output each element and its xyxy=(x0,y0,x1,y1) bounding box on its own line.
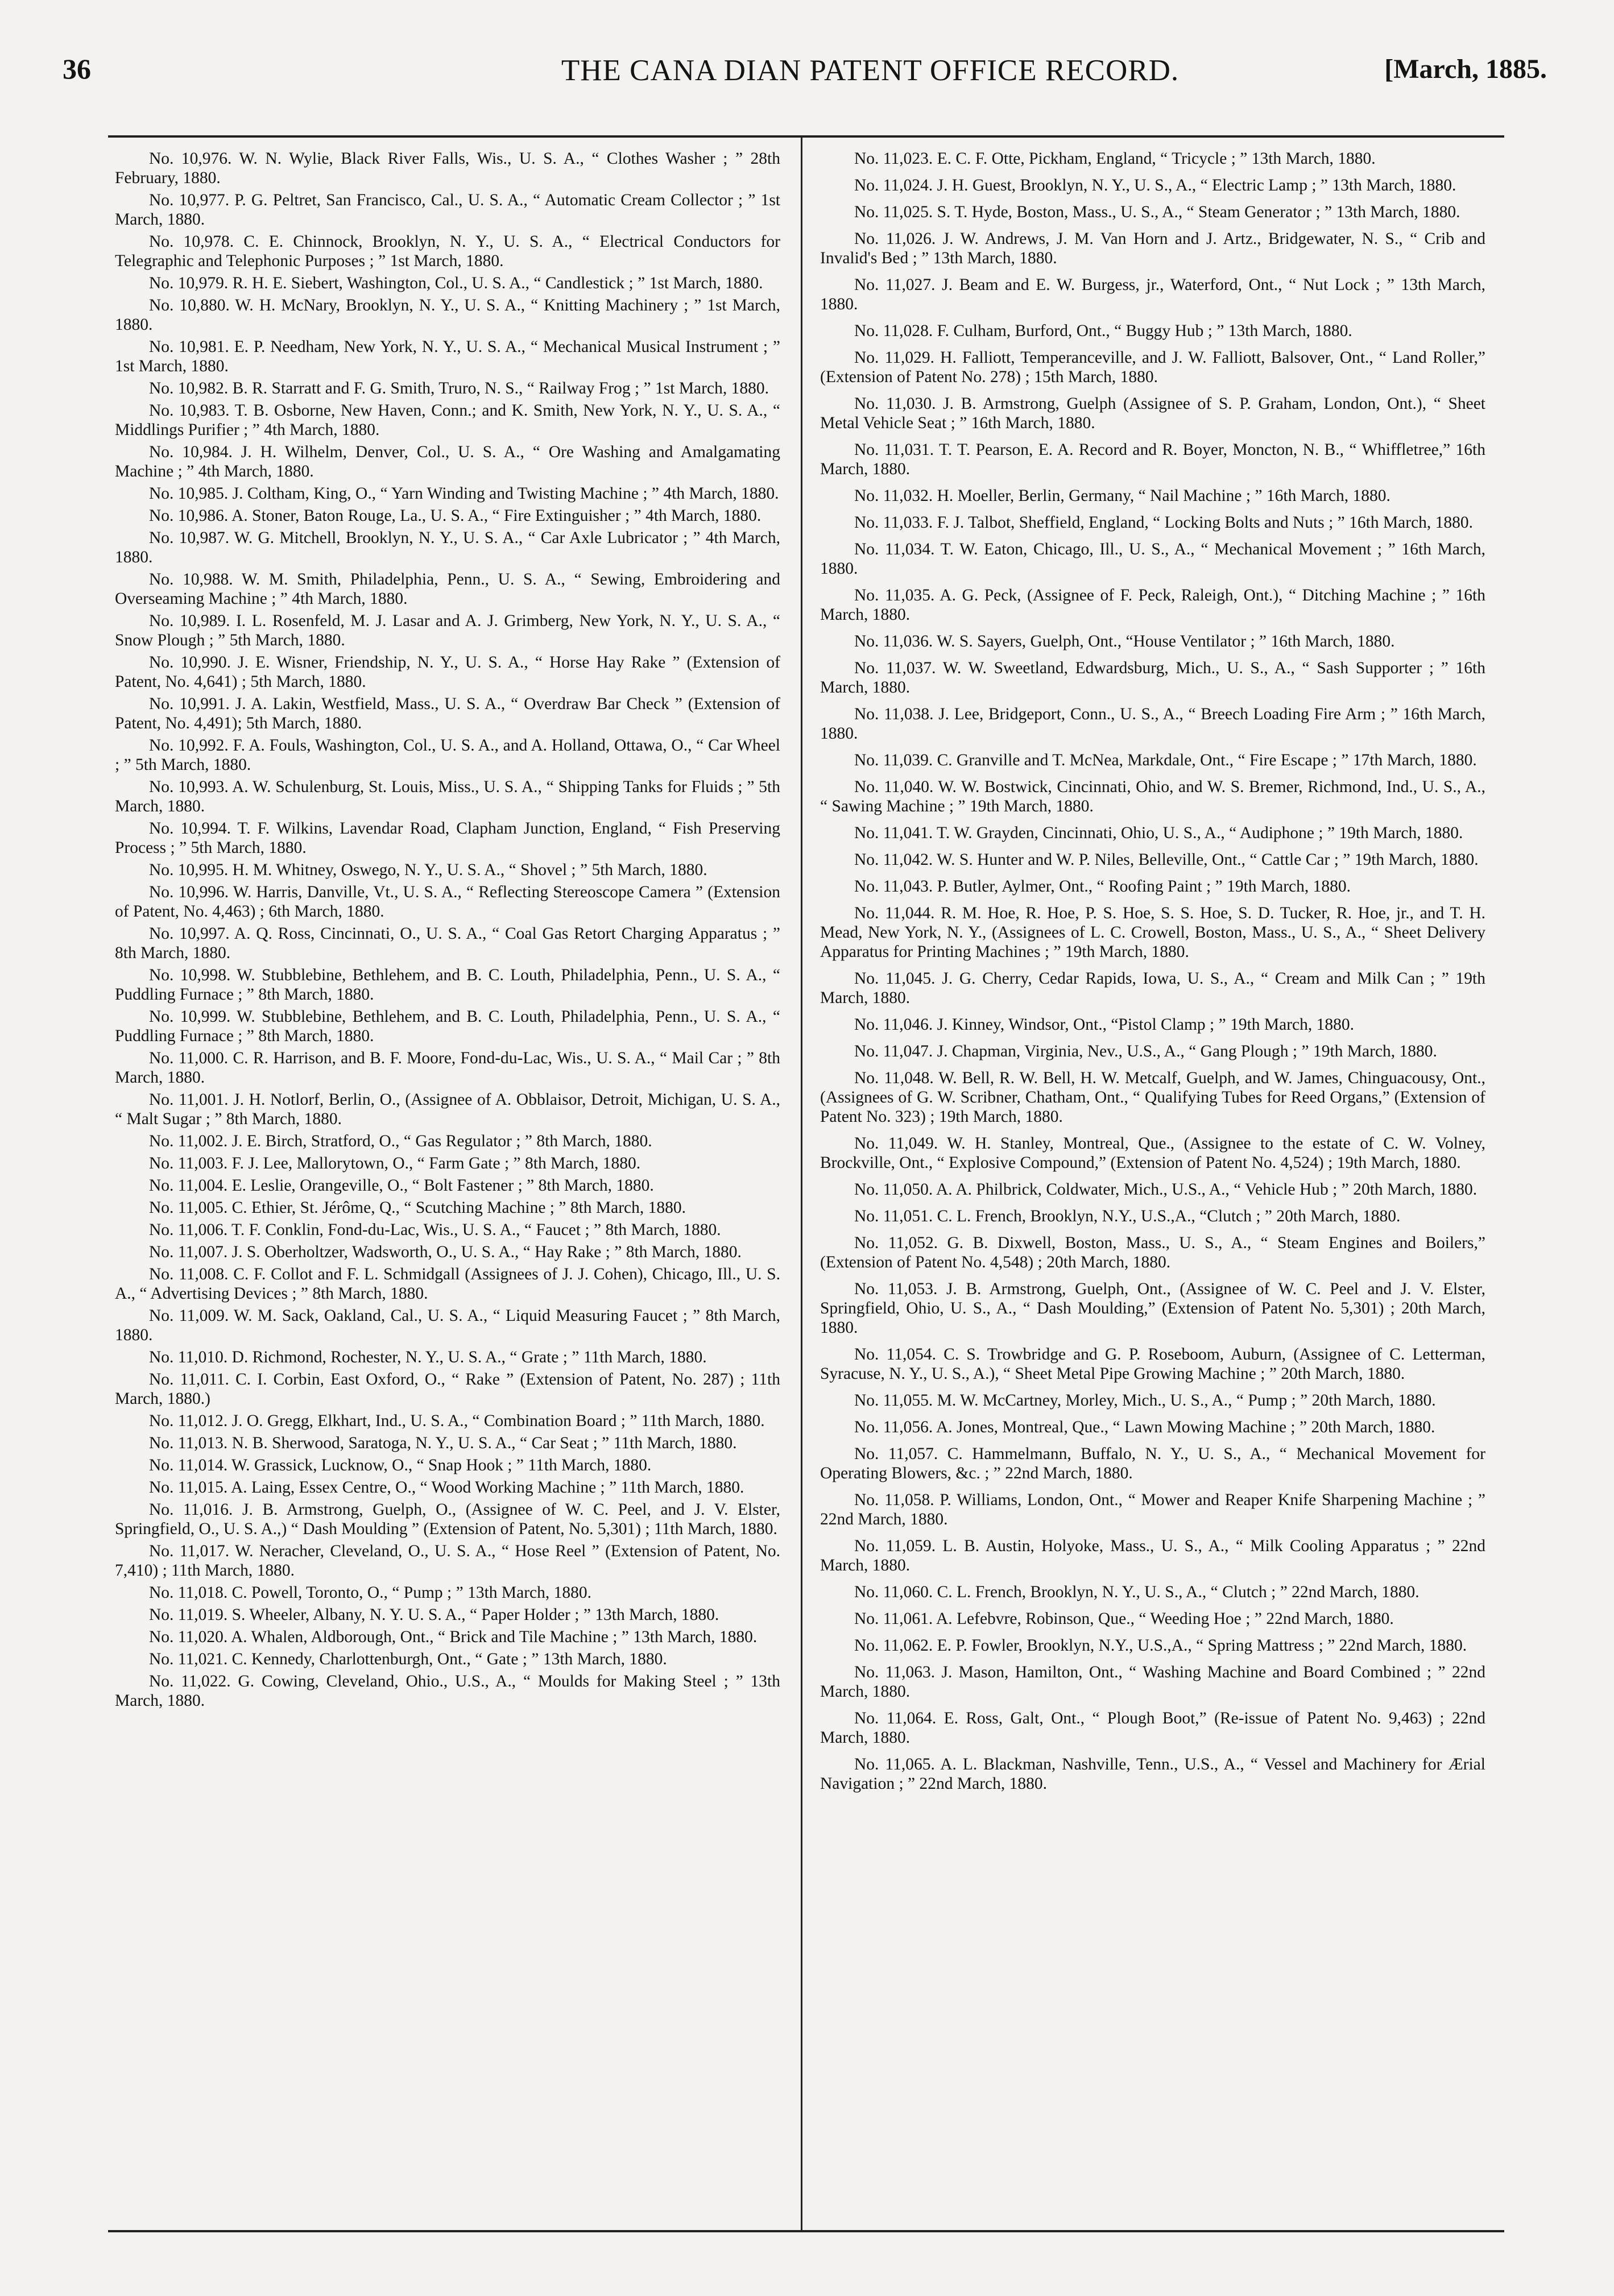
patent-entry: No. 11,033. F. J. Talbot, Sheffield, England, “ Locking Bolts and Nuts ; ” 16th March, 1880. xyxy=(854,513,1474,532)
patent-entry: No. 10,976. W. N. Wylie, Black River Falls, Wis., U. S. A., “ Clothes Washer ; ” 28th February, 1880. xyxy=(115,150,780,187)
patent-entry: No. 11,047. J. Chapman, Virginia, Nev., U.S., A., “ Gang Plough ; ” 19th March, 1880. xyxy=(854,1042,1437,1060)
patent-entry: No. 11,012. J. O. Gregg, Elkhart, Ind., U. S. A., “ Combination Board ; ” 11th March, 1880. xyxy=(149,1412,765,1430)
patent-entry: No. 10,981. E. P. Needham, New York, N. Y., U. S. A., “ Mechanical Musical Instrument ; ” 1st March, 1880. xyxy=(115,338,780,375)
patent-entry: No. 11,029. H. Falliott, Temperanceville, and J. W. Falliott, Balsover, Ont., “ Land Roller,” (Extension of Patent No. 278) ; 15th March, 1880. xyxy=(820,349,1485,386)
patent-entry: No. 11,042. W. S. Hunter and W. P. Niles, Belleville, Ont., “ Cattle Car ; ” 19th March, 1880. xyxy=(854,851,1479,869)
patent-entry: No. 11,003. F. J. Lee, Mallorytown, O., “ Farm Gate ; ” 8th March, 1880. xyxy=(149,1154,641,1172)
patent-entry: No. 11,057. C. Hammelmann, Buffalo, N. Y., U. S., A., “ Mechanical Movement for Operating Blowers, &c. ; ” 22nd March, 1880. xyxy=(820,1445,1485,1482)
patent-entry: No. 10,987. W. G. Mitchell, Brooklyn, N. Y., U. S. A., “ Car Axle Lubricator ; ” 4th March, 1880. xyxy=(115,529,780,566)
patent-entry: No. 11,051. C. L. French, Brooklyn, N.Y., U.S.,A., “Clutch ; ” 20th March, 1880. xyxy=(854,1207,1401,1225)
patent-entry: No. 10,991. J. A. Lakin, Westfield, Mass., U. S. A., “ Overdraw Bar Check ” (Extension of Patent, No. 4,491); 5th March, 1880. xyxy=(115,695,780,732)
patent-entry: No. 10,977. P. G. Peltret, San Francisco, Cal., U. S. A., “ Automatic Cream Collector ; ” 1st March, 1880. xyxy=(115,191,780,229)
patent-entry: No. 10,999. W. Stubblebine, Bethlehem, and B. C. Louth, Philadelphia, Penn., U. S. A., “ Puddling Furnace ; ” 8th March, 1880. xyxy=(115,1008,780,1045)
patent-entry: No. 11,015. A. Laing, Essex Centre, O., “ Wood Working Machine ; ” 11th March, 1880. xyxy=(149,1478,744,1497)
patent-entry: No. 10,985. J. Coltham, King, O., “ Yarn Winding and Twisting Machine ; ” 4th March, 1880. xyxy=(149,484,779,503)
patent-entry: No. 11,019. S. Wheeler, Albany, N. Y. U. S. A., “ Paper Holder ; ” 13th March, 1880. xyxy=(149,1606,719,1624)
patent-entry: No. 11,052. G. B. Dixwell, Boston, Mass., U. S., A., “ Steam Engines and Boilers,” (Extension of Patent No. 4,548) ; 20th March, 1880. xyxy=(820,1234,1485,1271)
patent-entry: No. 11,028. F. Culham, Burford, Ont., “ Buggy Hub ; ” 13th March, 1880. xyxy=(854,322,1352,340)
patent-entry: No. 11,014. W. Grassick, Lucknow, O., “ Snap Hook ; ” 11th March, 1880. xyxy=(149,1456,652,1474)
patent-entry: No. 11,056. A. Jones, Montreal, Que., “ Lawn Mowing Machine ; ” 20th March, 1880. xyxy=(854,1418,1435,1436)
patent-entry: No. 11,054. C. S. Trowbridge and G. P. Roseboom, Auburn, (Assignee of C. Letterman, Syracuse, N. Y., U. S., A.), “ Sheet Metal Pipe Growing Machine ; ” 20th March, 1880. xyxy=(820,1345,1485,1383)
patent-entry: No. 10,988. W. M. Smith, Philadelphia, Penn., U. S. A., “ Sewing, Embroidering and Overseaming Machine ; ” 4th March, 1880. xyxy=(115,570,780,608)
patent-entry: No. 11,004. E. Leslie, Orangeville, O., “ Bolt Fastener ; ” 8th March, 1880. xyxy=(149,1176,654,1195)
patent-entry: No. 11,048. W. Bell, R. W. Bell, H. W. Metcalf, Guelph, and W. James, Chinguacousy, Ont., (Assignees of G. W. Scribner, Chatham, Ont., “ Qualifying Tubes for Reed Organs,” (Extension of Patent No. 323) ; 19th March, 1880. xyxy=(820,1069,1485,1126)
patent-entry: No. 10,993. A. W. Schulenburg, St. Louis, Miss., U. S. A., “ Shipping Tanks for Fluids ; ” 5th March, 1880. xyxy=(115,778,780,815)
patent-entry: No. 11,062. E. P. Fowler, Brooklyn, N.Y., U.S.,A., “ Spring Mattress ; ” 22nd March, 1880. xyxy=(854,1636,1467,1655)
patent-entry: No. 11,043. P. Butler, Aylmer, Ont., “ Roofing Paint ; ” 19th March, 1880. xyxy=(854,877,1351,896)
patent-entry: No. 11,013. N. B. Sherwood, Saratoga, N. Y., U. S. A., “ Car Seat ; ” 11th March, 1880. xyxy=(149,1434,737,1452)
patent-entry: No. 11,061. A. Lefebvre, Robinson, Que., “ Weeding Hoe ; ” 22nd March, 1880. xyxy=(854,1610,1394,1628)
patent-entry: No. 11,032. H. Moeller, Berlin, Germany, “ Nail Machine ; ” 16th March, 1880. xyxy=(854,487,1390,505)
patent-entry: No. 10,992. F. A. Fouls, Washington, Col., U. S. A., and A. Holland, Ottawa, O., “ Car Wheel ; ” 5th March, 1880. xyxy=(115,736,780,774)
patent-entry: No. 11,039. C. Granville and T. McNea, Markdale, Ont., “ Fire Escape ; ” 17th March, 1880. xyxy=(854,751,1477,769)
patent-entry: No. 11,025. S. T. Hyde, Boston, Mass., U. S., A., “ Steam Generator ; ” 13th March, 1880. xyxy=(854,203,1460,221)
patent-entry: No. 11,058. P. Williams, London, Ont., “ Mower and Reaper Knife Sharpening Machine ; ” 22nd March, 1880. xyxy=(820,1491,1485,1528)
patent-entry: No. 11,037. W. W. Sweetland, Edwardsburg, Mich., U. S., A., “ Sash Supporter ; ” 16th March, 1880. xyxy=(820,659,1485,697)
patent-entry: No. 11,021. C. Kennedy, Charlottenburgh, Ont., “ Gate ; ” 13th March, 1880. xyxy=(149,1650,667,1668)
patent-entry: No. 11,065. A. L. Blackman, Nashville, Tenn., U.S., A., “ Vessel and Machinery for Ærial Navigation ; ” 22nd March, 1880. xyxy=(820,1755,1485,1793)
patent-entry: No. 11,007. J. S. Oberholtzer, Wadsworth, O., U. S. A., “ Hay Rake ; ” 8th March, 1880. xyxy=(149,1243,742,1261)
patent-entry: No. 10,995. H. M. Whitney, Oswego, N. Y., U. S. A., “ Shovel ; ” 5th March, 1880. xyxy=(149,861,707,879)
patent-entry: No. 11,008. C. F. Collot and F. L. Schmidgall (Assignees of J. J. Cohen), Chicago, Ill., U. S. A., “ Advertising Devices ; ” 8th March, 1880. xyxy=(115,1265,780,1303)
patent-entry: No. 11,026. J. W. Andrews, J. M. Van Horn and J. Artz., Bridgewater, N. S., “ Crib and Invalid's Bed ; ” 13th March, 1880. xyxy=(820,230,1485,267)
patent-entry: No. 11,060. C. L. French, Brooklyn, N. Y., U. S., A., “ Clutch ; ” 22nd March, 1880. xyxy=(854,1583,1420,1601)
patent-entry: No. 11,018. C. Powell, Toronto, O., “ Pump ; ” 13th March, 1880. xyxy=(149,1584,592,1602)
patent-entry: No. 11,023. E. C. F. Otte, Pickham, England, “ Tricycle ; ” 13th March, 1880. xyxy=(854,150,1376,168)
left-column xyxy=(115,149,780,1713)
column-divider xyxy=(801,138,802,2230)
patent-entry: No. 10,998. W. Stubblebine, Bethlehem, and B. C. Louth, Philadelphia, Penn., U. S. A., “ Puddling Furnace ; ” 8th March, 1880. xyxy=(115,966,780,1004)
patent-entry: No. 11,059. L. B. Austin, Holyoke, Mass., U. S., A., “ Milk Cooling Apparatus ; ” 22nd March, 1880. xyxy=(820,1537,1485,1574)
patent-entry: No. 10,982. B. R. Starratt and F. G. Smith, Truro, N. S., “ Railway Frog ; ” 1st March, 1880. xyxy=(149,379,769,397)
patent-entry: No. 11,044. R. M. Hoe, R. Hoe, P. S. Hoe, S. S. Hoe, S. D. Tucker, R. Hoe, jr., and T. H. Mead, New York, N. Y., (Assignees of L. C. Crowell, Boston, Mass., U. S., A., “ Sheet Delivery Apparatus for Printing Machines ; ” 19th March, 1880. xyxy=(820,904,1485,961)
patent-entry: No. 11,009. W. M. Sack, Oakland, Cal., U. S. A., “ Liquid Measuring Faucet ; ” 8th March, 1880. xyxy=(115,1307,780,1344)
patent-entry: No. 10,983. T. B. Osborne, New Haven, Conn.; and K. Smith, New York, N. Y., U. S. A., “ Middlings Purifier ; ” 4th March, 1880. xyxy=(115,401,780,439)
patent-entry: No. 11,035. A. G. Peck, (Assignee of F. Peck, Raleigh, Ont.), “ Ditching Machine ; ” 16th March, 1880. xyxy=(820,586,1485,624)
patent-entry: No. 11,063. J. Mason, Hamilton, Ont., “ Washing Machine and Board Combined ; ” 22nd March, 1880. xyxy=(820,1663,1485,1701)
patent-entry: No. 11,040. W. W. Bostwick, Cincinnati, Ohio, and W. S. Bremer, Richmond, Ind., U. S., A., “ Sawing Machine ; ” 19th March, 1880. xyxy=(820,778,1485,815)
patent-entry: No. 10,990. J. E. Wisner, Friendship, N. Y., U. S. A., “ Horse Hay Rake ” (Extension of Patent, No. 4,641) ; 5th March, 1880. xyxy=(115,653,780,691)
patent-entry: No. 11,064. E. Ross, Galt, Ont., “ Plough Boot,” (Re-issue of Patent No. 9,463) ; 22nd March, 1880. xyxy=(820,1709,1485,1747)
patent-entry: No. 11,006. T. F. Conklin, Fond-du-Lac, Wis., U. S. A., “ Faucet ; ” 8th March, 1880. xyxy=(149,1221,721,1239)
patent-entry: No. 11,053. J. B. Armstrong, Guelph, Ont., (Assignee of W. C. Peel and J. V. Elster, Springfield, Ohio, U. S., A., “ Dash Moulding,” (Extension of Patent No. 5,301) ; 20th March, 1880. xyxy=(820,1280,1485,1337)
patent-entry: No. 11,038. J. Lee, Bridgeport, Conn., U. S., A., “ Breech Loading Fire Arm ; ” 16th March, 1880. xyxy=(820,705,1485,743)
patent-entry: No. 11,010. D. Richmond, Rochester, N. Y., U. S. A., “ Grate ; ” 11th March, 1880. xyxy=(149,1348,707,1366)
patent-entry: No. 10,989. I. L. Rosenfeld, M. J. Lasar and A. J. Grimberg, New York, N. Y., U. S. A., “ Snow Plough ; ” 5th March, 1880. xyxy=(115,612,780,649)
patent-entry: No. 11,041. T. W. Grayden, Cincinnati, Ohio, U. S., A., “ Audiphone ; ” 19th March, 1880. xyxy=(854,824,1463,842)
patent-entry: No. 11,027. J. Beam and E. W. Burgess, jr., Waterford, Ont., “ Nut Lock ; ” 13th March, 1880. xyxy=(820,276,1485,313)
patent-entry: No. 11,016. J. B. Armstrong, Guelph, O., (Assignee of W. C. Peel, and J. V. Elster, Springfield, O., U. S. A.,) “ Dash Moulding ” (Extension of Patent, No. 5,301) ; 11th March, 1880. xyxy=(115,1501,780,1538)
patent-entry: No. 10,978. C. E. Chinnock, Brooklyn, N. Y., U. S. A., “ Electrical Conductors for Telegraphic and Telephonic Purposes ; ” 1st March, 1880. xyxy=(115,233,780,270)
patent-entry: No. 11,005. C. Ethier, St. Jérôme, Q., “ Scutching Machine ; ” 8th March, 1880. xyxy=(149,1199,686,1217)
page-header xyxy=(63,52,1564,92)
patent-entry: No. 11,017. W. Neracher, Cleveland, O., U. S. A., “ Hose Reel ” (Extension of Patent, No. 7,410) ; 11th March, 1880. xyxy=(115,1542,780,1580)
patent-entry: No. 10,986. A. Stoner, Baton Rouge, La., U. S. A., “ Fire Extinguisher ; ” 4th March, 1880. xyxy=(149,507,762,525)
patent-entry: No. 10,979. R. H. E. Siebert, Washington, Col., U. S. A., “ Candlestick ; ” 1st March, 1880. xyxy=(149,274,763,292)
patent-entry: No. 11,031. T. T. Pearson, E. A. Record and R. Boyer, Moncton, N. B., “ Whiffletree,” 16th March, 1880. xyxy=(820,441,1485,478)
patent-entry: No. 11,036. W. S. Sayers, Guelph, Ont., “House Ventilator ; ” 16th March, 1880. xyxy=(854,632,1395,650)
patent-entry: No. 11,045. J. G. Cherry, Cedar Rapids, Iowa, U. S., A., “ Cream and Milk Can ; ” 19th March, 1880. xyxy=(820,969,1485,1007)
patent-listing xyxy=(108,135,1504,2232)
patent-entry: No. 10,997. A. Q. Ross, Cincinnati, O., U. S. A., “ Coal Gas Retort Charging Apparatus ; ” 8th March, 1880. xyxy=(115,925,780,962)
patent-entry: No. 11,050. A. A. Philbrick, Coldwater, Mich., U.S., A., “ Vehicle Hub ; ” 20th March, 1880. xyxy=(854,1180,1478,1199)
right-column xyxy=(820,149,1485,1801)
page-number: 36 xyxy=(63,53,91,85)
patent-entry: No. 10,996. W. Harris, Danville, Vt., U. S. A., “ Reflecting Stereoscope Camera ” (Extension of Patent, No. 4,463) ; 6th March, 1880. xyxy=(115,883,780,921)
patent-entry: No. 11,024. J. H. Guest, Brooklyn, N. Y., U. S., A., “ Electric Lamp ; ” 13th March, 1880. xyxy=(854,176,1456,194)
patent-entry: No. 11,022. G. Cowing, Cleveland, Ohio., U.S., A., “ Moulds for Making Steel ; ” 13th March, 1880. xyxy=(115,1672,780,1710)
patent-entry: No. 11,034. T. W. Eaton, Chicago, Ill., U. S., A., “ Mechanical Movement ; ” 16th March, 1880. xyxy=(820,540,1485,578)
patent-entry: No. 11,030. J. B. Armstrong, Guelph (Assignee of S. P. Graham, London, Ont.), “ Sheet Metal Vehicle Seat ; ” 16th March, 1880. xyxy=(820,395,1485,432)
patent-entry: No. 11,002. J. E. Birch, Stratford, O., “ Gas Regulator ; ” 8th March, 1880. xyxy=(149,1132,652,1150)
running-title: THE CANA DIAN PATENT OFFICE RECORD. xyxy=(561,54,1180,87)
patent-entry: No. 11,000. C. R. Harrison, and B. F. Moore, Fond-du-Lac, Wis., U. S. A., “ Mail Car ; ” 8th March, 1880. xyxy=(115,1049,780,1087)
patent-entry: No. 11,020. A. Whalen, Aldborough, Ont., “ Brick and Tile Machine ; ” 13th March, 1880. xyxy=(149,1628,758,1646)
patent-entry: No. 10,984. J. H. Wilhelm, Denver, Col., U. S. A., “ Ore Washing and Amalgamating Machine ; ” 4th March, 1880. xyxy=(115,443,780,480)
patent-entry: No. 10,880. W. H. McNary, Brooklyn, N. Y., U. S. A., “ Knitting Machinery ; ” 1st March, 1880. xyxy=(115,296,780,334)
patent-entry: No. 11,055. M. W. McCartney, Morley, Mich., U. S., A., “ Pump ; ” 20th March, 1880. xyxy=(854,1391,1436,1410)
patent-entry: No. 11,046. J. Kinney, Windsor, Ont., “Pistol Clamp ; ” 19th March, 1880. xyxy=(854,1016,1355,1034)
patent-entry: No. 11,049. W. H. Stanley, Montreal, Que., (Assignee to the estate of C. W. Volney, Brockville, Ont., “ Explosive Compound,” (Extension of Patent No. 4,524) ; 19th March, 1880. xyxy=(820,1134,1485,1172)
issue-date: [March, 1885. xyxy=(1384,54,1547,84)
patent-entry: No. 11,001. J. H. Notlorf, Berlin, O., (Assignee of A. Obblaisor, Detroit, Michigan, U. S. A., “ Malt Sugar ; ” 8th March, 1880. xyxy=(115,1091,780,1128)
patent-entry: No. 11,011. C. I. Corbin, East Oxford, O., “ Rake ” (Extension of Patent, No. 287) ; 11th March, 1880.) xyxy=(115,1370,780,1408)
patent-entry: No. 10,994. T. F. Wilkins, Lavendar Road, Clapham Junction, England, “ Fish Preserving Process ; ” 5th March, 1880. xyxy=(115,819,780,857)
